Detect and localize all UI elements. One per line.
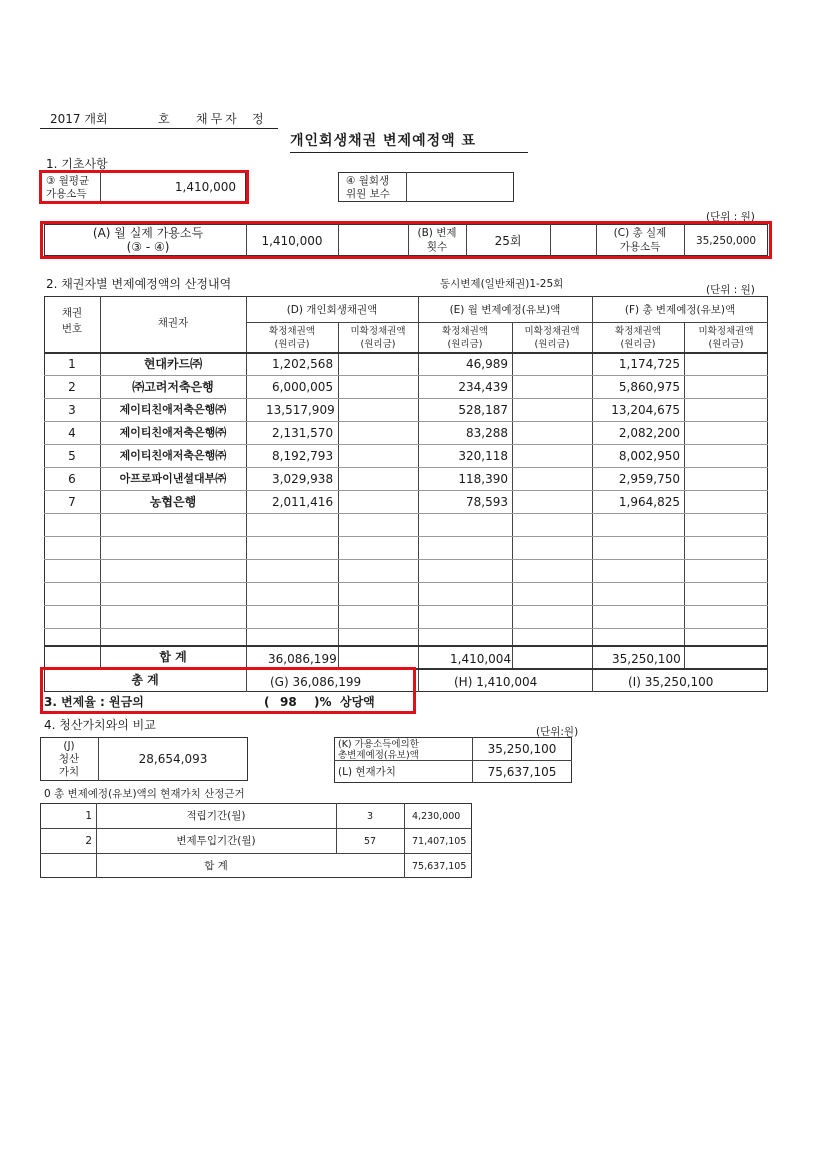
col-d: (D) 개인회생채권액 bbox=[286, 304, 378, 316]
section2-unit: (단위 : 원) bbox=[706, 284, 755, 296]
table-row-line bbox=[44, 559, 768, 560]
pv-row-2-value: 71,407,105 bbox=[412, 836, 467, 847]
row-1-d: 1,202,568 bbox=[272, 357, 334, 371]
e-confirmed-1: 확정채권액 bbox=[442, 326, 488, 337]
row-4-no: 4 bbox=[68, 426, 76, 440]
tbl-v4 bbox=[418, 296, 419, 692]
tbl-v2 bbox=[246, 296, 247, 692]
d-confirmed-1: 확정채권액 bbox=[269, 326, 315, 337]
col-no-1: 채권 bbox=[61, 307, 83, 319]
row-7-e: 78,593 bbox=[466, 495, 508, 509]
j-label-1: (J) bbox=[63, 740, 75, 752]
row-3-no: 3 bbox=[68, 403, 76, 417]
col-creditor: 채권자 bbox=[157, 317, 189, 329]
a-label-1: (A) 월 실제 가용소득 bbox=[92, 226, 204, 240]
row-6-creditor: 아프로파이낸셜대부㈜ bbox=[119, 472, 227, 485]
a-label-2: (③ - ④) bbox=[126, 240, 170, 254]
e-unconfirmed-2: (원리금) bbox=[534, 339, 570, 350]
tbl-h-head bbox=[44, 352, 768, 354]
rate-open: ( bbox=[264, 695, 270, 709]
total-h: (H) 1,410,004 bbox=[454, 675, 538, 689]
e-confirmed-2: (원리금) bbox=[447, 339, 483, 350]
row-4-f: 2,082,200 bbox=[618, 426, 680, 440]
f-confirmed-1: 확정채권액 bbox=[615, 326, 661, 337]
tbl-v6 bbox=[592, 296, 593, 692]
income-label-2: 가용소득 bbox=[46, 188, 87, 200]
pv-total-label: 합 계 bbox=[204, 860, 228, 872]
pv-row-1-months: 3 bbox=[366, 811, 374, 822]
col-f: (F) 총 변제예정(유보)액 bbox=[624, 304, 736, 316]
header-underline bbox=[40, 128, 278, 129]
trustee-label-1: ④ 월회생 bbox=[346, 175, 390, 187]
debtor-name: 정 bbox=[252, 112, 264, 126]
row-6-d: 3,029,938 bbox=[272, 472, 334, 486]
trustee-label-2: 위원 보수 bbox=[346, 188, 390, 200]
section2-subnote: 동시변제(일반채권)1-25회 bbox=[440, 278, 564, 290]
section1-heading: 1. 기초사항 bbox=[46, 157, 108, 171]
row-2-e: 234,439 bbox=[458, 380, 508, 394]
k-label-1: (K) 가용소득에의한 bbox=[338, 739, 419, 750]
table-row-line bbox=[44, 582, 768, 583]
row-5-f: 8,002,950 bbox=[618, 449, 680, 463]
total-label: 총 계 bbox=[131, 673, 159, 687]
section2-heading: 2. 채권자별 변제예정액의 산정내역 bbox=[46, 277, 232, 291]
pv-total-value: 75,637,105 bbox=[412, 861, 467, 872]
section1-unit: (단위 : 원) bbox=[706, 211, 755, 223]
highlight-abc bbox=[40, 221, 772, 259]
case-no-label: 호 bbox=[158, 112, 170, 126]
c-label-2: 가용소득 bbox=[619, 241, 661, 253]
row-2-creditor: ㈜고려저축은행 bbox=[132, 380, 214, 394]
row-6-f: 2,959,750 bbox=[618, 472, 680, 486]
title-underline bbox=[290, 152, 528, 153]
c-value: 35,250,000 bbox=[695, 235, 757, 247]
d-confirmed-2: (원리금) bbox=[274, 339, 310, 350]
table-row-line bbox=[44, 490, 768, 491]
row-5-e: 320,118 bbox=[458, 449, 508, 463]
row-7-f: 1,964,825 bbox=[618, 495, 680, 509]
c-label-1: (C) 총 실제 bbox=[613, 227, 667, 239]
table-row-line bbox=[44, 536, 768, 537]
table-row-line bbox=[44, 513, 768, 514]
j-label-2: 청산 bbox=[58, 753, 80, 765]
pv-row-2-months: 57 bbox=[363, 836, 377, 847]
row-5-creditor: 제이티친애저축은행㈜ bbox=[119, 449, 227, 462]
row-7-no: 7 bbox=[68, 495, 76, 509]
j-value: 28,654,093 bbox=[138, 752, 208, 766]
f-unconfirmed-1: 미확정채권액 bbox=[698, 326, 754, 337]
row-7-d: 2,011,416 bbox=[272, 495, 334, 509]
pv-row-2-no: 2 bbox=[85, 835, 92, 847]
row-7-creditor: 농협은행 bbox=[149, 495, 197, 509]
table-row-line bbox=[44, 444, 768, 445]
l-value: 75,637,105 bbox=[487, 765, 557, 779]
col-no-2: 번호 bbox=[61, 323, 83, 335]
row-1-no: 1 bbox=[68, 357, 76, 371]
total-i: (I) 35,250,100 bbox=[628, 675, 714, 689]
a-value: 1,410,000 bbox=[261, 234, 323, 248]
row-6-e: 118,390 bbox=[458, 472, 508, 486]
table-row-line bbox=[44, 421, 768, 422]
pv-row-1-no: 1 bbox=[85, 810, 92, 822]
pv-h2 bbox=[40, 853, 472, 854]
row-5-d: 8,192,793 bbox=[272, 449, 334, 463]
f-unconfirmed-2: (원리금) bbox=[708, 339, 744, 350]
row-5-no: 5 bbox=[68, 449, 76, 463]
row-2-no: 2 bbox=[68, 380, 76, 394]
b-value: 25회 bbox=[494, 234, 522, 248]
pv-row-1-value: 4,230,000 bbox=[412, 811, 461, 822]
rate-suffix: 상당액 bbox=[340, 695, 375, 709]
row-4-d: 2,131,570 bbox=[272, 426, 334, 440]
table-row-line bbox=[44, 375, 768, 376]
pv-v3 bbox=[404, 803, 405, 878]
row-3-d: 13,517,909 bbox=[266, 403, 335, 417]
subtotal-label: 합 계 bbox=[159, 650, 187, 664]
highlight-income bbox=[39, 170, 249, 204]
subtotal-d: 36,086,199 bbox=[268, 652, 337, 666]
rate-close: )% bbox=[314, 695, 332, 709]
subtotal-e: 1,410,004 bbox=[450, 652, 512, 666]
k-label-2: 총변제예정(유보)액 bbox=[338, 750, 419, 761]
table-row-line bbox=[44, 398, 768, 399]
case-year: 2017 개회 bbox=[50, 112, 108, 126]
rate-text: 3. 변제율 : 원금의 bbox=[44, 695, 144, 709]
row-3-f: 13,204,675 bbox=[611, 403, 680, 417]
d-unconfirmed-1: 미확정채권액 bbox=[350, 326, 406, 337]
row-4-e: 83,288 bbox=[466, 426, 508, 440]
section5-heading: 0 총 변제예정(유보)액의 현재가치 산정근거 bbox=[44, 788, 245, 800]
rate-value: 98 bbox=[280, 695, 297, 709]
table-row-line bbox=[44, 605, 768, 606]
row-1-creditor: 현대카드㈜ bbox=[143, 357, 203, 371]
income-label-1: ③ 월평균 bbox=[46, 175, 90, 187]
b-label-2: 횟수 bbox=[426, 241, 448, 253]
total-g: (G) 36,086,199 bbox=[270, 675, 362, 689]
tbl-v7 bbox=[684, 322, 685, 668]
row-1-f: 1,174,725 bbox=[618, 357, 680, 371]
tbl-v5 bbox=[512, 322, 513, 668]
col-e: (E) 월 변제예정(유보)액 bbox=[449, 304, 561, 316]
row-2-d: 6,000,005 bbox=[272, 380, 334, 394]
tbl-v3 bbox=[338, 322, 339, 668]
table-row-line bbox=[44, 628, 768, 629]
pv-row-1-label: 적립기간(월) bbox=[186, 810, 246, 822]
l-label: (L) 현재가치 bbox=[338, 766, 396, 778]
trustee-divider bbox=[406, 172, 407, 202]
row-4-creditor: 제이티친애저축은행㈜ bbox=[119, 426, 227, 439]
page-title: 개인회생채권 변제예정액 표 bbox=[290, 133, 477, 149]
tbl-h-sub bbox=[246, 322, 768, 323]
f-confirmed-2: (원리금) bbox=[620, 339, 656, 350]
table-row-line bbox=[44, 467, 768, 468]
row-2-f: 5,860,975 bbox=[618, 380, 680, 394]
row-6-no: 6 bbox=[68, 472, 76, 486]
row-1-e: 46,989 bbox=[466, 357, 508, 371]
e-unconfirmed-1: 미확정채권액 bbox=[524, 326, 580, 337]
row-3-e: 528,187 bbox=[458, 403, 508, 417]
debtor-label: 채무자 bbox=[196, 112, 240, 126]
creditor-table bbox=[44, 296, 768, 692]
pv-h1 bbox=[40, 828, 472, 829]
k-value: 35,250,100 bbox=[487, 742, 557, 756]
tbl-h-subtotal bbox=[44, 645, 768, 647]
pv-row-2-label: 변제투입기간(월) bbox=[176, 835, 256, 847]
income-value: 1,410,000 bbox=[174, 180, 236, 194]
d-unconfirmed-2: (원리금) bbox=[360, 339, 396, 350]
row-3-creditor: 제이티친애저축은행㈜ bbox=[119, 403, 227, 416]
subtotal-f: 35,250,100 bbox=[612, 652, 681, 666]
j-label-3: 가치 bbox=[58, 766, 80, 778]
section4-heading: 4. 청산가치와의 비교 bbox=[44, 718, 156, 732]
b-label-1: (B) 변제 bbox=[417, 227, 457, 239]
section4-unit: (단위:원) bbox=[536, 726, 579, 738]
